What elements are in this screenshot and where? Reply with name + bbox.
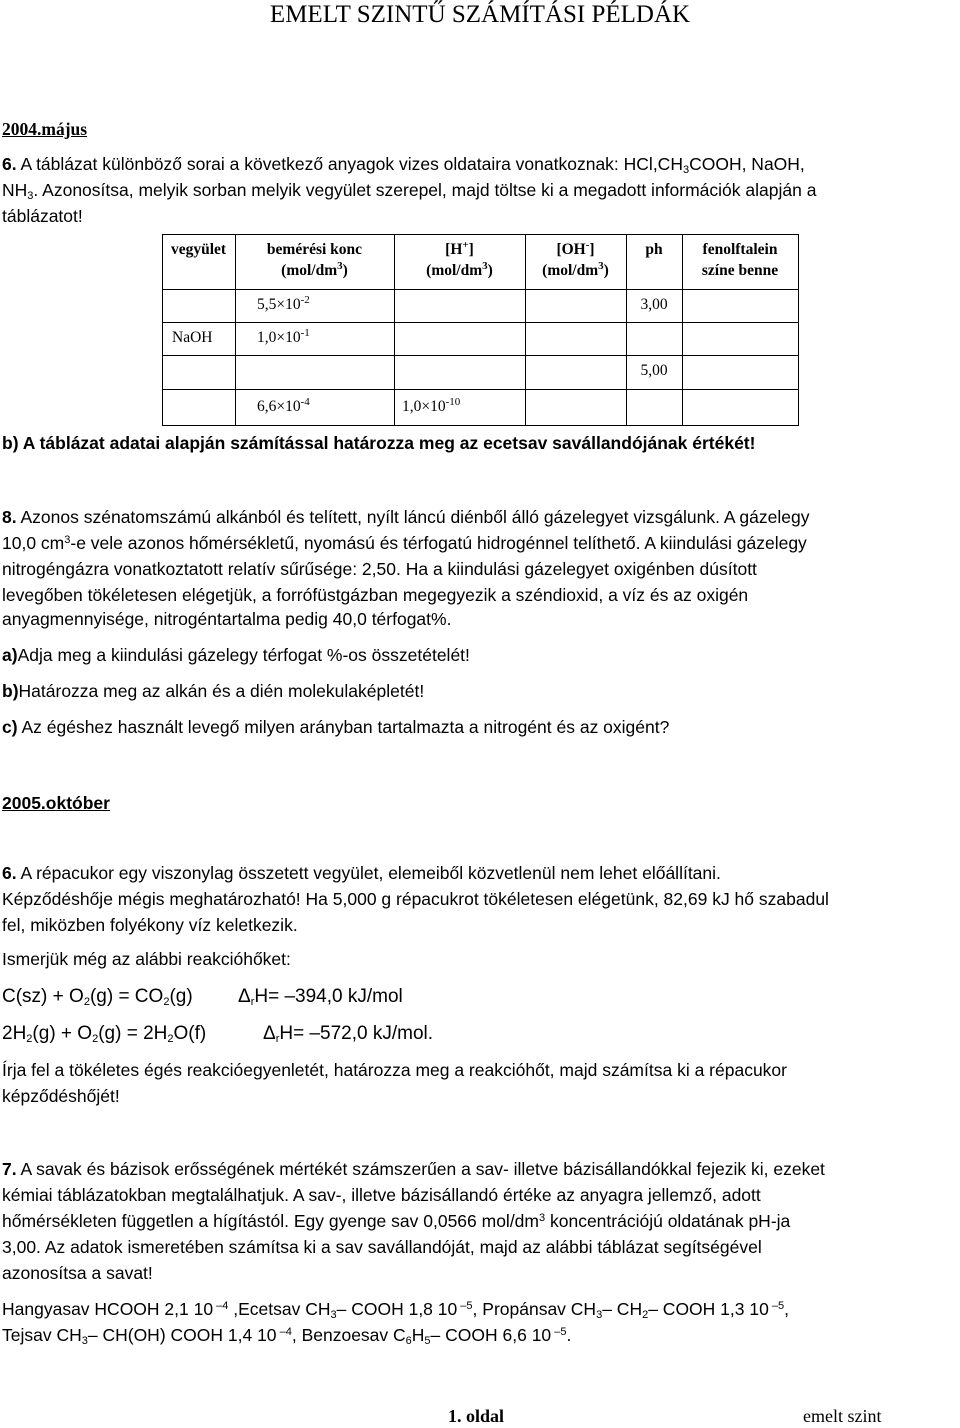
acid-dash: – — [87, 1325, 98, 1345]
equation-1-enthalpy — [238, 984, 403, 1010]
q7-line4: 3,00. Az adatok ismeretében számítsa ki a sav savállandóját, majd az alábbi táblázat segítségével — [2, 1237, 762, 1257]
eq2-c: (g) = 2H — [98, 1023, 168, 1044]
q6-2005-line3: fel, miközben folyékony víz keletkezik. — [2, 915, 298, 935]
header-bemeresi — [235, 239, 394, 281]
q8-b-text: Határozza meg az alkán és a dién molekulaképletét! — [18, 681, 425, 701]
q7-number: 7. — [2, 1159, 17, 1179]
q6-number: 6. — [2, 154, 17, 174]
q8-a-label: a) — [2, 645, 18, 665]
q8-text-b2: -e vele azonos hőmérsékletű, nyomású és térfogatú hidrogénnel telíthető. A kiindulási gázelegy — [70, 533, 807, 553]
q8-line1 — [2, 504, 958, 530]
cell-value: 1,0 — [402, 398, 422, 415]
header-close: ) — [487, 262, 493, 279]
eq1-a: C(sz) + O — [2, 986, 84, 1007]
q8-number: 8. — [2, 507, 17, 527]
header-close: ) — [342, 262, 348, 279]
q6-2005-number: 6. — [2, 863, 17, 883]
q6-line2 — [2, 177, 958, 203]
table-border — [162, 425, 799, 426]
header-oh — [525, 239, 626, 281]
acid-ecetsav: ,Ecetsav CH — [228, 1299, 331, 1319]
cell-times: × — [276, 398, 286, 415]
q6-sub: 3 — [682, 164, 690, 176]
cell-times: × — [276, 329, 286, 346]
q6-text-d: . Azonosítsa, melyik sorban melyik vegyület szerepel, majd töltse ki a megadott információk alapján a — [33, 180, 817, 200]
row4-h — [402, 396, 460, 417]
q8-line2 — [2, 530, 958, 556]
acid-sub: 5 — [424, 1335, 431, 1347]
acid-benzoesav: , Benzoesav C — [291, 1325, 406, 1345]
eq1-c: (g) — [169, 986, 193, 1007]
header-sup: 3 — [337, 260, 343, 272]
cell-ten: 10 — [285, 329, 301, 346]
header-h-2: (mol/dm — [426, 262, 483, 279]
cell-exp: -1 — [300, 327, 310, 339]
acid-ecetsav-value: COOH 1,8 10 — [346, 1299, 458, 1319]
header-plus: + — [462, 239, 469, 251]
acid-dash: – — [430, 1325, 441, 1345]
q8-c-text: Az égéshez használt levegő milyen arányban tartalmazta a nitrogént és az oxigént? — [17, 717, 670, 737]
footer-page-number: 1. oldal — [448, 1406, 505, 1426]
equation-1 — [2, 984, 193, 1010]
acid-tejsav-value: CH(OH) COOH 1,4 10 — [97, 1325, 277, 1345]
header-ph: ph — [645, 241, 663, 258]
table-border — [162, 355, 799, 356]
table-border — [162, 234, 799, 235]
eq2-value: H= –572,0 kJ/mol. — [279, 1023, 434, 1044]
acid-hangyasav: Hangyasav HCOOH 2,1 10 — [2, 1299, 214, 1319]
data-table — [162, 234, 799, 426]
q8-part-c — [2, 714, 958, 740]
table-border — [798, 234, 799, 426]
page-title: EMELT SZINTŰ SZÁMÍTÁSI PÉLDÁK — [269, 1, 691, 28]
header-oh-1b: ] — [589, 241, 595, 258]
acid-h: H — [411, 1325, 425, 1345]
cell-value: 5,5 — [257, 296, 277, 313]
acid-propansav-value: COOH 1,3 10 — [657, 1299, 769, 1319]
delta-symbol: Δ — [263, 1023, 276, 1044]
table-border — [162, 322, 799, 323]
cell-exp: -4 — [300, 396, 310, 408]
acid-list-line1 — [2, 1296, 958, 1322]
row1-ph: 3,00 — [640, 296, 668, 313]
acid-exp: –4 — [276, 1326, 292, 1338]
q7-line2: kémiai táblázatokban megtalálhatjuk. A sav-, illetve bázisállandó értéke az anyagra jellemző, adott — [2, 1185, 761, 1205]
eq2-b: (g) + O — [32, 1023, 93, 1044]
q6-sub-2: 3 — [27, 190, 34, 202]
cell-exp: -2 — [300, 294, 310, 306]
acid-sub: 6 — [405, 1335, 412, 1347]
cell-times: × — [421, 398, 431, 415]
q7-text3b: koncentrációjú oldatának pH-ja — [545, 1211, 791, 1231]
acid-ch: CH — [611, 1299, 643, 1319]
q7-text3a: hőmérsékleten független a hígítástól. Egy gyenge sav 0,0566 mol/dm — [2, 1211, 539, 1231]
acid-comma: , — [784, 1299, 789, 1319]
row4-konc — [257, 396, 310, 417]
row2-konc — [257, 327, 310, 348]
acid-sub: 3 — [596, 1309, 603, 1321]
q8-line3: nitrogéngázra vonatkoztatott relatív sűrűsége: 2,50. Ha a kiindulási gázelegyet oxigénben dúsított — [2, 559, 757, 579]
acid-propansav: , Propánsav CH — [472, 1299, 597, 1319]
q6-2005-line5: Írja fel a tökéletes égés reakcióegyenletét, határozza meg a reakcióhőt, majd számítsa ki a répacukor — [2, 1060, 787, 1080]
header-close: ) — [603, 262, 609, 279]
acid-period: . — [566, 1325, 572, 1345]
header-bemeresi-1: bemérési konc — [266, 241, 363, 258]
q6-text-b: COOH, NaOH, — [689, 154, 805, 174]
header-fenol-1: fenolftalein — [702, 241, 778, 258]
q8-text-b: 10,0 cm — [2, 533, 65, 553]
header-oh-2: (mol/dm — [542, 262, 599, 279]
eq2-sub3: 2 — [167, 1033, 174, 1045]
eq2-r: r — [275, 1033, 280, 1045]
header-oh-1a: [OH — [556, 241, 586, 258]
acid-dash: – — [602, 1299, 612, 1319]
q7-line5: azonosítsa a savat! — [2, 1263, 153, 1283]
acid-exp: –5 — [457, 1300, 473, 1312]
header-fenolftalein — [682, 239, 798, 281]
acid-exp: –5 — [551, 1326, 567, 1338]
acid-list-line2 — [2, 1322, 958, 1348]
equation-2 — [2, 1021, 206, 1047]
row3-ph: 5,00 — [640, 362, 668, 379]
row1-konc — [257, 294, 310, 315]
q6-text-c: NH — [2, 180, 28, 200]
acid-exp: –4 — [213, 1300, 229, 1312]
q8-line5: anyagmennyisége, nitrogéntartalma pedig 40,0 térfogat%. — [2, 609, 452, 629]
acid-exp: –5 — [768, 1300, 785, 1312]
eq2-a: 2H — [2, 1023, 27, 1044]
acid-sub: 3 — [81, 1335, 88, 1347]
acid-dash: – — [648, 1299, 658, 1319]
q7-text1: A savak és bázisok erősségének mértékét számszerűen a sav- illetve bázisállandókkal fejezik ki, ezeket — [16, 1159, 825, 1179]
table-border — [162, 234, 163, 426]
acid-tejsav: Tejsav CH — [2, 1325, 82, 1345]
header-bemeresi-2: (mol/dm — [281, 262, 338, 279]
acid-sub: 2 — [642, 1309, 649, 1321]
equation-2-enthalpy — [263, 1021, 433, 1047]
q6-text-a: A táblázat különböző sorai a következő anyagok vizes oldataira vonatkoznak: HCl,CH — [16, 154, 683, 174]
q6-line1 — [2, 151, 958, 177]
cell-ten: 10 — [285, 398, 301, 415]
header-fenol-2: színe benne — [701, 262, 779, 279]
delta-symbol: Δ — [238, 986, 251, 1007]
q6-2005-line6: képződéshőjét! — [2, 1086, 120, 1106]
header-sup: 3 — [598, 260, 604, 272]
eq1-sub: 2 — [83, 996, 90, 1008]
cell-ten: 10 — [430, 398, 446, 415]
section-heading-2005: 2005.október — [2, 793, 110, 813]
footer-level: emelt szint — [803, 1406, 882, 1426]
cell-value: 6,6 — [257, 398, 277, 415]
q6-2005-line2: Képződéshője mégis meghatározható! Ha 5,000 g répacukrot tökéletesen elégetünk, 82,69 kJ hő szabadul — [2, 889, 829, 909]
q6-line3: táblázatot! — [2, 206, 83, 226]
table-border — [626, 234, 627, 426]
q8-part-a — [2, 642, 958, 668]
q8-b-label: b) — [2, 681, 19, 701]
header-h-1b: ] — [468, 241, 474, 258]
header-h — [394, 239, 525, 281]
q8-text-a: Azonos szénatomszámú alkánból és telített, nyílt láncú diénből álló gázelegyet vizsgálunk. A gázelegy — [16, 507, 810, 527]
cell-ten: 10 — [285, 296, 301, 313]
eq1-r: r — [250, 996, 255, 1008]
q8-part-b — [2, 678, 958, 704]
q7-sup: 3 — [539, 1212, 546, 1224]
eq1-b: (g) = CO — [89, 986, 164, 1007]
cell-times: × — [276, 296, 286, 313]
q8-sup: 3 — [64, 534, 71, 546]
section-heading-2004: 2004.május — [2, 119, 88, 139]
eq2-sub: 2 — [26, 1033, 33, 1045]
table-border — [162, 289, 799, 290]
q6-part-b — [2, 430, 958, 456]
cell-value: 1,0 — [257, 329, 277, 346]
eq2-sub2: 2 — [92, 1033, 99, 1045]
q7-line1 — [2, 1156, 958, 1182]
q7-line3 — [2, 1208, 958, 1234]
q8-a-text: Adja meg a kiindulási gázelegy térfogat %-os összetételét! — [17, 645, 470, 665]
q8-c-label: c) — [2, 717, 18, 737]
header-sup: 3 — [482, 260, 488, 272]
row2-vegyulet: NaOH — [172, 329, 213, 346]
header-minus: - — [585, 239, 590, 251]
header-h-1a: [H — [445, 241, 463, 258]
q6-2005-line4: Ismerjük még az alábbi reakcióhőket: — [2, 949, 291, 969]
eq1-value: H= –394,0 kJ/mol — [254, 986, 403, 1007]
eq1-sub2: 2 — [163, 996, 170, 1008]
table-border — [162, 389, 799, 390]
acid-dash: – — [336, 1299, 347, 1319]
q6-2005-line1 — [2, 860, 958, 886]
q8-line4: levegőben tökéletesen elégetjük, a forrófüstgázban megegyezik a széndioxid, a víz és az oxigén — [2, 585, 749, 605]
cell-exp: -10 — [445, 396, 461, 408]
acid-sub: 3 — [330, 1309, 337, 1321]
eq2-d: O(f) — [173, 1023, 207, 1044]
header-vegyulet: vegyület — [170, 241, 227, 258]
q6b-text: b) A táblázat adatai alapján számítással határozza meg az ecetsav savállandójának értékét! — [2, 433, 756, 453]
q6-2005-text1: A répacukor egy viszonylag összetett vegyület, elemeiből közvetlenül nem lehet előállítani. — [16, 863, 721, 883]
acid-benzoesav-value: COOH 6,6 10 — [440, 1325, 552, 1345]
